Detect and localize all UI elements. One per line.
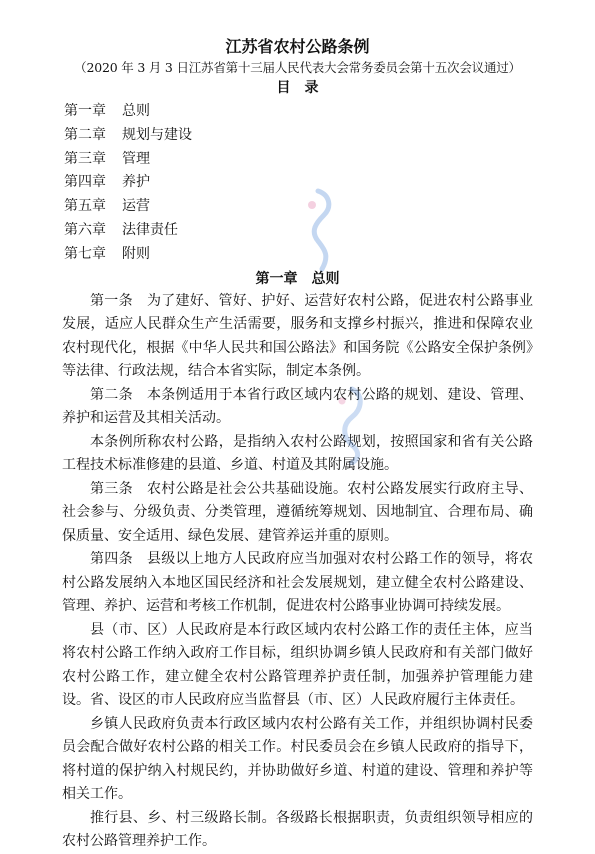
chapter-title: 第一章 总则: [255, 270, 340, 287]
table-of-contents: [62, 100, 533, 267]
article-text: 本条例所称农村公路，是指纳入农村公路规划，按照国家和省有关公路工程技术标准修建的县道、乡道、村道及其附属设施。: [62, 433, 533, 474]
toc-chapter-label: 法律责任: [122, 221, 178, 238]
toc-chapter-number: 第三章: [64, 150, 106, 167]
document-subtitle: （2020 年 3 月 3 日江苏省第十三届人民代表大会常务委员会第十五次会议通过）: [74, 60, 521, 75]
article-text: 为了建好、管好、护好、运营好农村公路，促进农村公路事业发展，适应人民群众生产生活需要，服务和支撑乡村振兴，推进和保障农业农村现代化，根据《中华人民共和国公路法》和国务院《公路安全保护条例》等法律、行政法规，结合本省实际，制定本条例。: [62, 292, 534, 380]
toc-chapter-label: 养护: [122, 174, 150, 191]
toc-chapter-number: 第二章: [64, 126, 106, 143]
article-number: 第一条: [90, 292, 133, 309]
article-number: 第二条: [90, 386, 133, 403]
toc-chapter-label: 总则: [122, 103, 150, 119]
article-paragraph: [62, 384, 533, 431]
article-number: 第四条: [90, 551, 133, 568]
toc-chapter-label: 运营: [122, 198, 150, 215]
article-paragraph: [62, 478, 533, 549]
toc-item: [62, 171, 533, 195]
toc-item: [62, 100, 533, 124]
toc-chapter-label: 管理: [122, 150, 150, 167]
toc-chapter-number: 第七章: [64, 245, 106, 262]
article-paragraph: [62, 619, 533, 713]
toc-item: [62, 124, 533, 148]
article-text: 本条例适用于本省行政区域内农村公路的规划、建设、管理、养护和运营及其相关活动。: [62, 386, 534, 427]
toc-item: [62, 243, 533, 267]
toc-chapter-number: 第四章: [64, 174, 106, 191]
toc-item: [62, 195, 533, 219]
article-text: 县级以上地方人民政府应当加强对农村公路工作的领导，将农村公路发展纳入本地区国民经济和社会发展规划，建立健全农村公路建设、管理、养护、运营和考核工作机制，促进农村公路事业协调可持续发展。: [62, 551, 534, 615]
toc-chapter-number: 第一章: [64, 103, 106, 119]
toc-chapter-label: 附则: [122, 245, 150, 262]
document-title: 江苏省农村公路条例: [225, 37, 370, 56]
article-number: 第三条: [90, 480, 133, 497]
toc-item: [62, 219, 533, 243]
article-text: 县（市、区）人民政府是本行政区域内农村公路工作的责任主体，应当将农村公路工作纳入政府工作目标，组织协调乡镇人民政府和有关部门做好农村公路工作，建立健全农村公路管理养护责任制，加强养护管理能力建设。省、设区的市人民政府应当监督县（市、区）人民政府履行主体责任。: [62, 621, 533, 709]
article-text: 推行县、乡、村三级路长制。各级路长根据职责，负责组织领导相应的农村公路管理养护工作。: [62, 809, 533, 850]
article-paragraph: [62, 431, 533, 478]
article-text: 农村公路是社会公共基础设施。农村公路发展实行政府主导、社会参与、分级负责、分类管理，遵循统筹规划、因地制宜、合理布局、确保质量、安全适用、绿色发展、建管养运并重的原则。: [62, 480, 534, 544]
toc-heading: 目 录: [276, 80, 319, 96]
toc-chapter-label: 规划与建设: [122, 126, 192, 143]
article-paragraph: [62, 807, 533, 854]
toc-chapter-number: 第六章: [64, 221, 106, 238]
toc-chapter-number: 第五章: [64, 198, 106, 215]
article-paragraph: [62, 548, 533, 619]
toc-item: [62, 148, 533, 172]
article-paragraph: [62, 713, 533, 807]
article-text: 乡镇人民政府负责本行政区域内农村公路有关工作，并组织协调村民委员会配合做好农村公路的相关工作。村民委员会在乡镇人民政府的指导下，将村道的保护纳入村规民约，并协助做好乡道、村道的建设、管理和养护等相关工作。: [62, 715, 533, 803]
article-paragraph: [62, 290, 533, 384]
